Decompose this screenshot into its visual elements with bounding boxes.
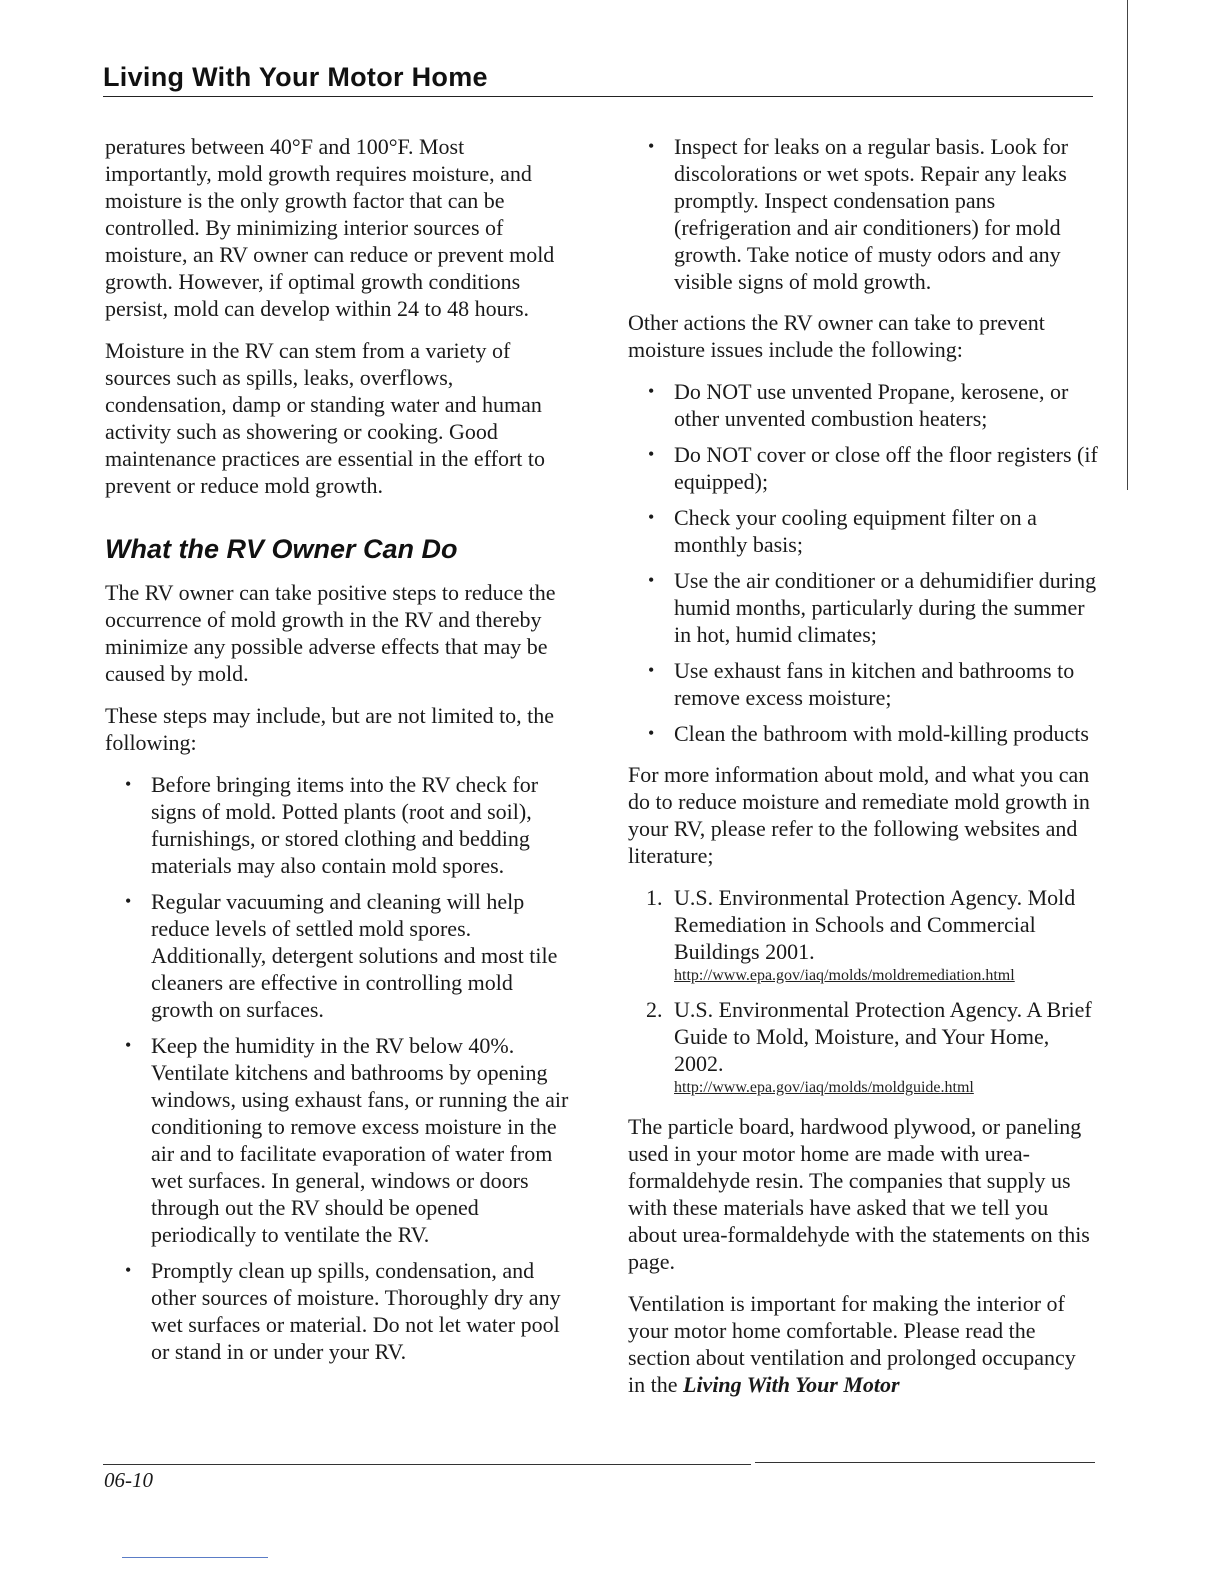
list-item [628,504,1098,558]
list-item-text: Use exhaust fans in kitchen and bathrooms to remove excess moisture; [674,658,1075,710]
reference-text: U.S. Environmental Protection Agency. Mold Remediation in Schools and Commercial Buildings 2001. [674,885,1076,964]
reference-item [628,996,1098,1099]
reference-text: U.S. Environmental Protection Agency. A Brief Guide to Mold, Moisture, and Your Home, 2002. [674,997,1092,1076]
bullet-icon: • [125,891,132,911]
bullet-icon: • [648,723,655,743]
list-item-text: Check your cooling equipment filter on a monthly basis; [674,505,1037,557]
list-item-text: Before bringing items into the RV check for signs of mold. Potted plants (root and soil), furnishings, or stored clothing and bedding materials may also contain mold spores. [151,772,539,878]
section-heading: What the RV Owner Can Do [105,534,458,564]
page-number: 06-10 [104,1468,153,1492]
list-item [628,133,1098,295]
bullet-icon: • [648,570,655,590]
reference-number: 1. [646,885,663,910]
list-item [628,720,1098,747]
list-item-text: Use the air conditioner or a dehumidifier during humid months, particularly during the summer in hot, humid climates; [674,568,1097,647]
intro-paragraph: peratures between 40°F and 100°F. Most importantly, mold growth requires moisture, and moisture is the only growth factor that can be controlled. By minimizing interior sources of moisture, an RV owner can reduce or prevent mold growth. However, if optimal growth conditions persist, mold can develop within 24 to 48 hours. [105,134,555,321]
bullet-icon: • [125,1260,132,1280]
ventilation-paragraph [628,1290,1098,1398]
bullet-icon: • [648,660,655,680]
bullet-icon: • [648,381,655,401]
info-paragraph: For more information about mold, and what you can do to reduce moisture and remediate mold growth in your RV, please refer to the following websites and literature; [628,762,1090,868]
list-item [628,378,1098,432]
other-actions-paragraph: Other actions the RV owner can take to prevent moisture issues include the following: [628,310,1045,362]
list-item-text: Regular vacuuming and cleaning will help reduce levels of settled mold spores. Additionally, detergent solutions and most tile cleaners are effective in controlling mold growth on surfaces. [151,889,558,1022]
bullet-icon: • [648,444,655,464]
bullet-icon: • [125,774,132,794]
reference-link[interactable]: http://www.epa.gov/iaq/molds/moldguide.html [674,1079,974,1096]
right-bullet-list [628,378,1098,747]
bullet-icon: • [125,1035,132,1055]
footer-rule [103,1464,751,1465]
page-header [103,60,1093,97]
particle-board-paragraph: The particle board, hardwood plywood, or paneling used in your motor home are made with urea-formaldehyde resin. The companies that supply us with these materials have asked that we tell you about urea-formaldehyde with the statements on this page. [628,1114,1090,1274]
list-item [105,771,575,879]
list-item [105,1032,575,1248]
list-item [628,657,1098,711]
header-rule [103,96,1093,97]
page-title: Living With Your Motor Home [103,62,488,92]
list-item [105,1257,575,1365]
list-item-text: Promptly clean up spills, condensation, and other sources of moisture. Thoroughly dry any wet surfaces or material. Do not let water pool or stand in or under your RV. [151,1258,561,1364]
bottom-mark-line [122,1557,268,1558]
ventilation-emphasis: Living With Your Motor [683,1372,900,1397]
page-edge-line [1127,0,1128,490]
reference-item [628,884,1098,987]
right-top-bullet-list [628,133,1098,295]
steps-paragraph: The RV owner can take positive steps to reduce the occurrence of mold growth in the RV and thereby minimize any possible adverse effects that may be caused by mold. [105,580,556,686]
list-item-text: Clean the bathroom with mold-killing products [674,721,1089,746]
moisture-paragraph: Moisture in the RV can stem from a variety of sources such as spills, leaks, overflows, condensation, damp or standing water and human activity such as showering or cooking. Good maintenance practices are essential in the effort to prevent or reduce mold growth. [105,338,545,498]
list-item [628,567,1098,648]
left-bullet-list [105,771,575,1365]
footer-rule [755,1462,1095,1463]
include-paragraph: These steps may include, but are not limited to, the following: [105,703,555,755]
left-column [105,133,575,1379]
list-item-text: Do NOT use unvented Propane, kerosene, or other unvented combustion heaters; [674,379,1069,431]
list-item [105,888,575,1023]
bullet-icon: • [648,136,655,156]
list-item [628,441,1098,495]
list-item-text: Do NOT cover or close off the floor registers (if equipped); [674,442,1098,494]
reference-link[interactable]: http://www.epa.gov/iaq/molds/moldremediation.html [674,967,1015,984]
right-column [628,133,1098,1413]
bullet-icon: • [648,507,655,527]
ventilation-text: Ventilation is important for making the interior of your motor home comfortable. Please read the section about ventilation and prolonged occupancy in the [628,1291,1076,1397]
reference-list [628,884,1098,1099]
list-item-text: Inspect for leaks on a regular basis. Look for discolorations or wet spots. Repair any leaks promptly. Inspect condensation pans (refrigeration and air conditioners) for mold growth. Take notice of musty odors and any visible signs of mold growth. [674,134,1069,294]
reference-number: 2. [646,997,663,1022]
list-item-text: Keep the humidity in the RV below 40%. Ventilate kitchens and bathrooms by opening windows, using exhaust fans, or running the air conditioning to remove excess moisture in the air and to facilitate evaporation of water from wet surfaces. In general, windows or doors through out the RV should be opened periodically to ventilate the RV. [151,1033,569,1247]
